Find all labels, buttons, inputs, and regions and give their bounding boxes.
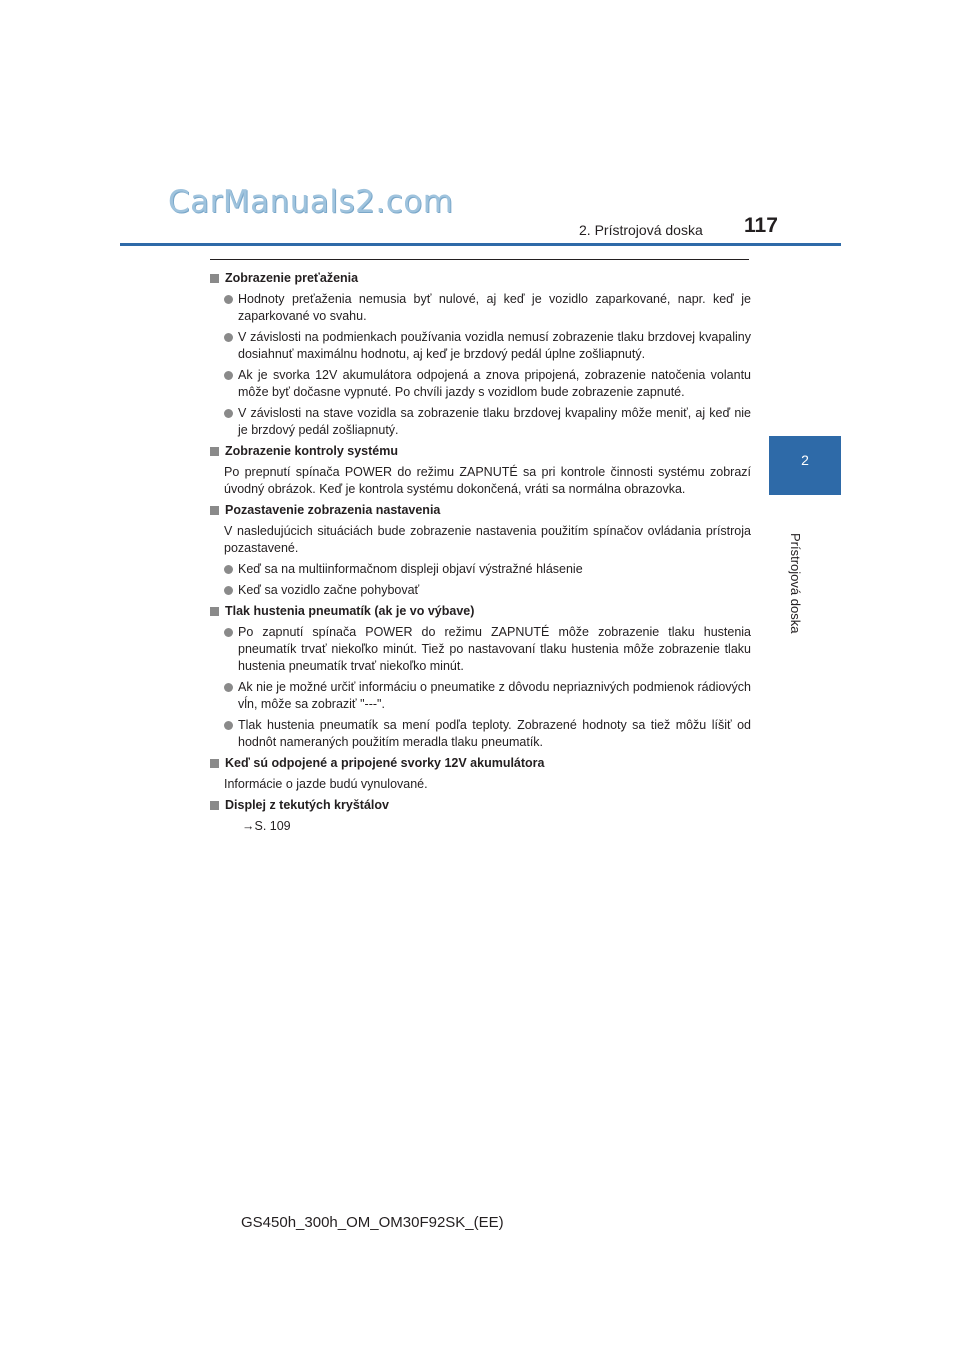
page-number: 117 [744, 214, 778, 237]
page-reference-link[interactable]: →S. 109 [242, 819, 291, 833]
round-bullet-icon [224, 628, 233, 637]
section-paragraph: V nasledujúcich situáciách bude zobrazenie nastavenia použitím spínačov ovládania prístroja pozastavené. [224, 524, 751, 555]
list-item: V závislosti na stave vozidla sa zobrazenie tlaku brzdovej kvapaliny môže meniť, aj keď nie je brzdový pedál zošliapnutý. [210, 405, 751, 439]
list-item: Tlak hustenia pneumatík sa mení podľa teploty. Zobrazené hodnoty sa tiež môžu líšiť od hodnôt nameraných použitím meradla tlaku pneumatík. [210, 717, 751, 751]
section-heading: Keď sú odpojené a pripojené svorky 12V akumulátora [210, 755, 751, 772]
section-overload [210, 270, 751, 439]
chapter-title: Prístrojová doska [788, 533, 803, 634]
list-item: Hodnoty preťaženia nemusia byť nulové, aj keď je vozidlo zaparkované, napr. keď je zaparkované vo svahu. [210, 291, 751, 325]
round-bullet-icon [224, 409, 233, 418]
round-bullet-icon [224, 683, 233, 692]
round-bullet-icon [224, 371, 233, 380]
square-bullet-icon [210, 801, 219, 810]
header-rule [120, 243, 841, 246]
square-bullet-icon [210, 274, 219, 283]
section-heading: Displej z tekutých kryštálov [210, 797, 751, 814]
watermark-logo: CarManuals2.com [168, 184, 454, 220]
header-section-title: 2. Prístrojová doska [579, 222, 703, 238]
round-bullet-icon [224, 295, 233, 304]
square-bullet-icon [210, 607, 219, 616]
list-item: Ak je svorka 12V akumulátora odpojená a znova pripojená, zobrazenie natočenia volantu môže byť dočasne vypnuté. Po chvíli jazdy s vozidlom bude zobrazenie zapnuté. [210, 367, 751, 401]
round-bullet-icon [224, 586, 233, 595]
chapter-number: 2 [801, 452, 809, 468]
section-heading: Pozastavenie zobrazenia nastavenia [210, 502, 751, 519]
section-tire-pressure [210, 603, 751, 751]
list-item: Keď sa vozidlo začne pohybovať [210, 582, 751, 599]
section-lcd [210, 797, 751, 835]
section-setting-pause [210, 502, 751, 599]
chapter-tab [769, 436, 841, 495]
list-item: Po zapnutí spínača POWER do režimu ZAPNUTÉ môže zobrazenie tlaku hustenia pneumatík trvať niekoľko minút. Tiež po nastavovaní tlaku hustenia môže zobrazenie tlaku hustenia pneumatík trvať niekoľko minút. [210, 624, 751, 675]
list-item: Ak nie je možné určiť informáciu o pneumatike z dôvodu nepriaznivých podmienok rádiových vĺn, môže sa zobraziť "---". [210, 679, 751, 713]
content-rule [210, 259, 749, 260]
square-bullet-icon [210, 759, 219, 768]
page-content [210, 266, 751, 839]
round-bullet-icon [224, 565, 233, 574]
section-heading: Tlak hustenia pneumatík (ak je vo výbave) [210, 603, 751, 620]
round-bullet-icon [224, 333, 233, 342]
square-bullet-icon [210, 506, 219, 515]
section-heading: Zobrazenie kontroly systému [210, 443, 751, 460]
section-battery-terminals [210, 755, 751, 793]
square-bullet-icon [210, 447, 219, 456]
section-paragraph: Informácie o jazde budú vynulované. [224, 777, 428, 791]
section-paragraph: Po prepnutí spínača POWER do režimu ZAPNUTÉ sa pri kontrole činnosti systému zobrazí úvodný obrázok. Keď je kontrola systému dokončená, vráti sa normálna obrazovka. [224, 465, 751, 496]
section-heading: Zobrazenie preťaženia [210, 270, 751, 287]
section-system-check [210, 443, 751, 498]
round-bullet-icon [224, 721, 233, 730]
list-item: Keď sa na multiinformačnom displeji objaví výstražné hlásenie [210, 561, 751, 578]
list-item: V závislosti na podmienkach používania vozidla nemusí zobrazenie tlaku brzdovej kvapaliny dosiahnuť maximálnu hodnotu, aj keď je brzdový pedál úplne zošliapnutý. [210, 329, 751, 363]
manual-code: GS450h_300h_OM_OM30F92SK_(EE) [241, 1214, 504, 1231]
